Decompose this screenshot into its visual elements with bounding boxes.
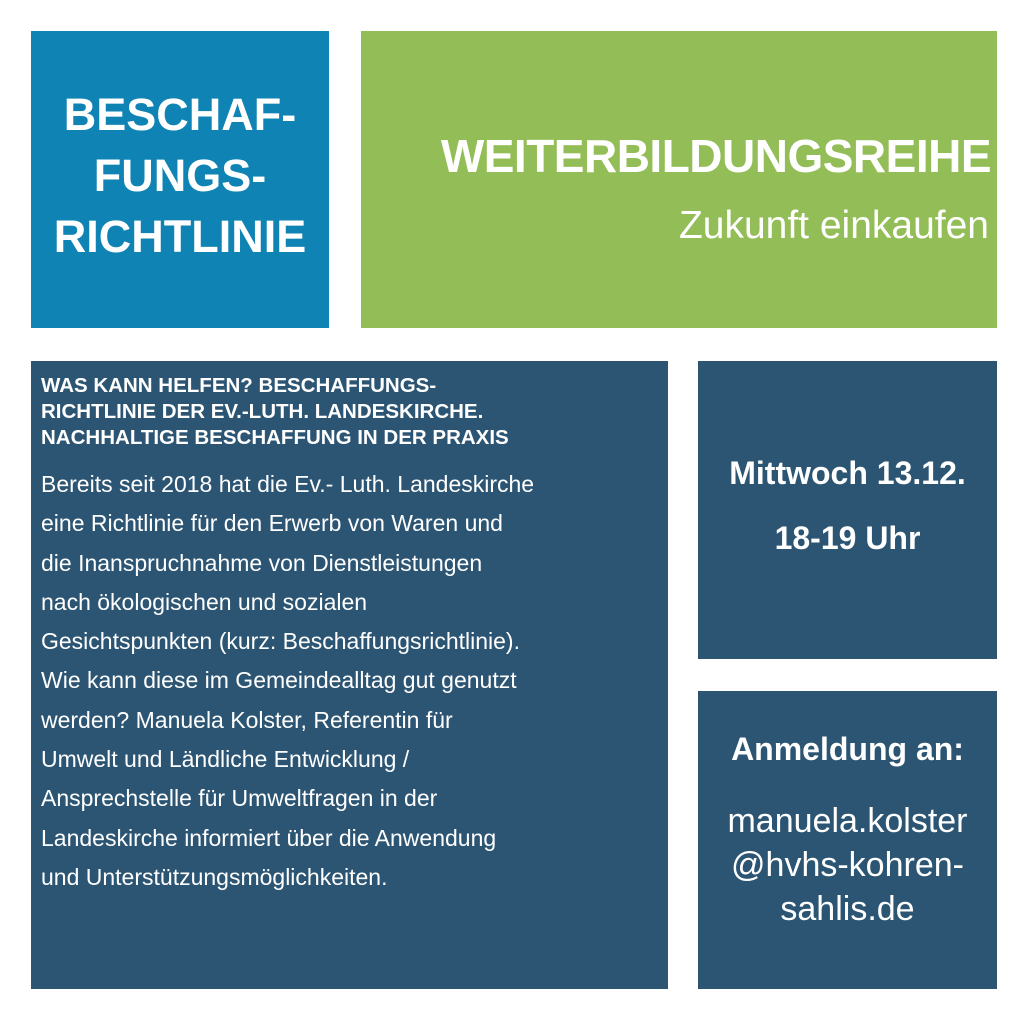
registration-email-line: manuela.kolster <box>727 802 968 840</box>
description-tile <box>31 361 668 989</box>
description-body-line: eine Richtlinie für den Erwerb von Waren und <box>41 510 503 537</box>
registration-email[interactable] <box>698 799 997 931</box>
topic-tile <box>31 31 329 328</box>
topic-title-line: FUNGS- <box>93 150 267 201</box>
description-heading-line: RICHTLINIE DER EV.-LUTH. LANDESKIRCHE. <box>41 400 484 423</box>
description-heading-line: NACHHALTIGE BESCHAFFUNG IN DER PRAXIS <box>41 426 509 449</box>
description-body-line: Ansprechstelle für Umweltfragen in der <box>41 785 438 812</box>
event-date-tile <box>698 361 997 659</box>
registration-email-line: sahlis.de <box>780 890 915 928</box>
event-day: Mittwoch 13.12. <box>729 455 966 491</box>
series-tile <box>361 31 997 328</box>
description-body-line: nach ökologischen und sozialen <box>41 588 368 615</box>
description-body-line: Bereits seit 2018 hat die Ev.- Luth. Landeskirche <box>41 471 535 497</box>
description-heading-line: WAS KANN HELFEN? BESCHAFFUNGS- <box>41 374 437 397</box>
event-time: 18-19 Uhr <box>774 520 921 556</box>
description-heading <box>41 373 658 451</box>
description-body-line: Umwelt und Ländliche Entwicklung / <box>41 746 410 773</box>
series-subtitle: Zukunft einkaufen <box>678 204 989 247</box>
description-body-line: Wie kann diese im Gemeindealltag gut genutzt <box>41 667 517 694</box>
description-body <box>41 465 658 897</box>
topic-title-line: RICHTLINIE <box>53 211 307 262</box>
description-body-line: werden? Manuela Kolster, Referentin für <box>41 706 453 733</box>
description-body-line: Gesichtspunkten (kurz: Beschaffungsrichtlinie). <box>41 628 520 655</box>
topic-title <box>54 84 307 267</box>
description-body-line: die Inanspruchnahme von Dienstleistungen <box>41 549 483 576</box>
series-title: WEITERBILDUNGSREIHE <box>440 130 991 182</box>
description-body-line: und Unterstützungsmöglichkeiten. <box>41 863 388 890</box>
registration-email-line: @hvhs-kohren- <box>731 846 964 884</box>
description-body-line: Landeskirche informiert über die Anwendung <box>41 824 497 851</box>
topic-title-line: BESCHAF- <box>63 89 297 140</box>
registration-label: Anmeldung an: <box>731 731 964 767</box>
registration-tile <box>698 691 997 989</box>
